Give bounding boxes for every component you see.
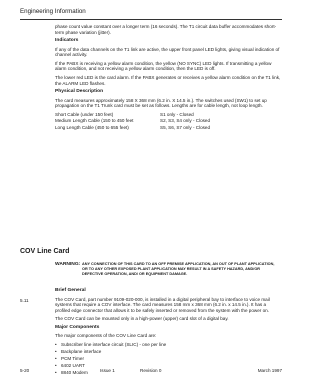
bullet-icon: • [55,369,57,375]
brief-general-paragraph-1: The COV Card, part number 9109-020-000, is installed in a digital peripheral bay to interface to voice mail systems that require a COV interface. The card measures 158 mm x 368 mm (6.2 in. x 14.5 in.). It has a profiled edge connector that allows it to be safely inserted or removed from the system with the power on. [55,296,270,313]
switch-setting-value: S5, S6, S7 only - Closed [160,124,211,130]
switch-setting-value: S2, S3, S4 only - Closed [160,118,211,124]
brief-general-paragraph-2: The COV Card can be mounted only in a high-power (upper) card slot of a digital bay. [55,316,229,322]
list-item-text: 8840 Modem [61,369,88,375]
publication-date: March 1997 [257,368,282,373]
section-title: COV Line Card [20,248,70,255]
header-rule [20,19,282,20]
cable-length-label: Medium Length Cable (150 to 450 feet [55,118,134,124]
cable-length-label: Short Cable (under 150 feet) [55,111,114,117]
indicators-paragraph-3: The lower red LED is the card alarm. If the PABX generates or receives a yellow alarm condition on the T1 link, the ALARM LED flashes. [55,75,281,86]
list-item [55,356,281,362]
indicators-paragraph-1: If any of the data channels on the T1 link are active, the upper front panel LED lights, giving visual indication of channel activity. [55,46,280,58]
indicators-paragraph-2: If the PABX is receiving a yellow alarm condition, the yellow (NO SYNC) LED lights. If transmitting a yellow alarm condition, and not receiving a yellow alarm condition, then the LED is off. [55,60,272,72]
list-item [55,363,281,369]
switch-setting-value: S1 only - Closed [160,111,194,117]
switch-setting-row [55,118,281,124]
page-number: 5-20 [20,368,30,373]
running-header: Engineering Information [20,8,86,15]
body-lower [55,288,281,377]
indicators-heading: Indicators [55,38,79,44]
warning-text: ANY CONNECTION OF THIS CARD TO AN OFF PREMISE APPLICATION, AN OUT OF PLANT APPLICATION, OR TO ANY OTHER EXPOSED PLANT APPLICATION MAY RESULT IN A SAFETY HAZARD, AND/OR DEFECTIVE OPERATION, AND/ OR EQUIPMENT DAMAGE. [82,262,275,276]
list-item-text: Subscriber line interface circuit (SLIC) - one per line [61,342,167,348]
bullet-icon: • [55,362,57,368]
physical-heading: Physical Description [55,89,104,95]
body-upper [55,24,281,131]
bullet-icon: • [55,342,57,348]
major-components-heading: Major Components [55,324,100,330]
major-components-intro: The major components of the COV Line Card are: [55,333,157,339]
list-item-text: Backplane interface [61,348,102,354]
switch-setting-row [55,125,281,131]
list-item [55,370,281,376]
switch-setting-row [55,112,281,118]
list-item-text: 6402 UART [61,362,85,368]
intro-paragraph: phase count value constant over a longer term (16 seconds). The T1 circuit data buffer accommodates short-term phase variation (jitter). [55,24,277,35]
warning-label: WARNING: [55,262,81,267]
brief-general-heading: Brief General [55,288,86,293]
list-item-text: PCM Timer [61,355,84,361]
bullet-icon: • [55,355,57,361]
physical-paragraph: The card measures approximately 158 X 368 mm (6.2 in. X 14.5 in.). The switches used (SW1) to set up propagation on the T1 Trunk card must be set as follows. Lengths are for cable length, not loop length. [55,97,267,109]
issue-label: Issue 1 [100,368,115,373]
list-item [55,342,281,348]
revision-label: Revision 0 [140,368,162,373]
section-number: 5.11 [20,298,29,303]
bullet-icon: • [55,348,57,354]
cable-length-label: Long Length Cable (450 to 655 feet) [55,124,129,130]
warning-block [55,262,281,277]
list-item [55,349,281,355]
